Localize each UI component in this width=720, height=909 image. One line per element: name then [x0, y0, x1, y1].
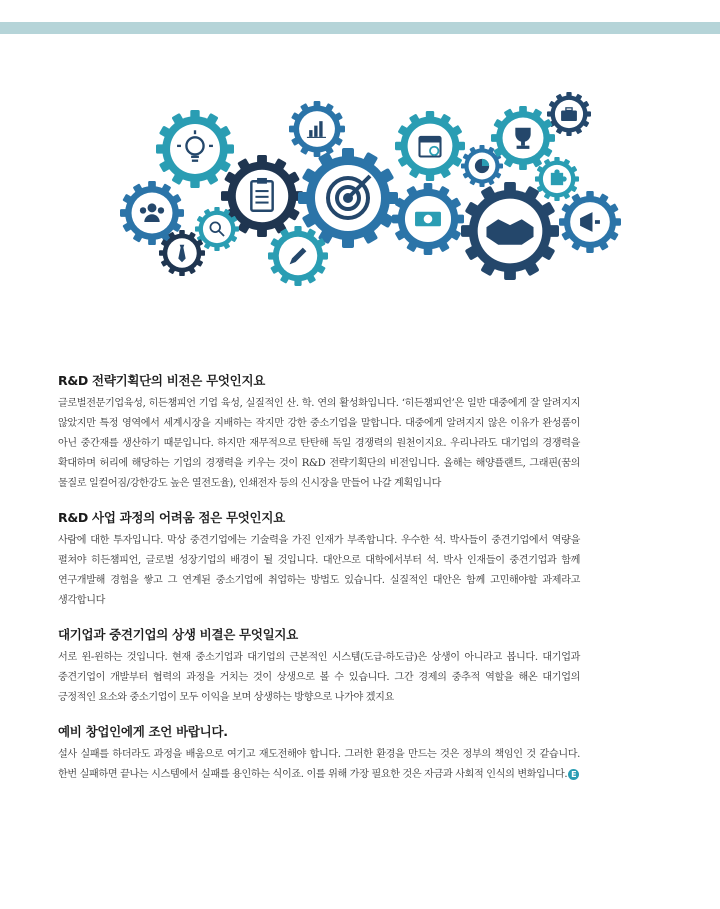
gears-illustration [110, 86, 630, 296]
pencil-gear [268, 226, 328, 286]
section-body [58, 745, 580, 785]
money-icon [415, 212, 441, 226]
section-body-text: 설사 실패를 하더라도 과정을 배움으로 여기고 재도전해야 합니다. 그러한 환경을 만드는 것은 정부의 책임인 것 같습니다. 한번 실패하면 끝나는 시스템에서 실패를 용인하는 식이죠. 이를 위해 가장 필요한 것은 자금과 사회적 인식의 변화입니다. [58, 749, 580, 780]
money-gear [392, 183, 464, 255]
interview-content [58, 371, 580, 799]
section-body: 글로벌전문기업육성, 히든챔피언 기업 육성, 실질적인 산. 학. 연의 활성화입니다. ‘히든챔피언’은 일반 대중에게 잘 알려지지 않았지만 특정 영역에서 세계시장을 지배하는 작지만 강한 중소기업을 말합니다. 대중에게 알려지지 않은 이유가 완성품이 아닌 중간재를 생산하기 때문입니다. 하지만 재무적으로 탄탄해 독일 경쟁력의 원천이지요. 우리나라도 대기업의 경쟁력을 확대하며 허리에 해당하는 기업의 경쟁력을 키우는 것이 R&D 전략기획단의 비전입니다. 올해는 해양플랜트, 그래핀(꿈의 물질로 일컬어짐/강한강도 높은 열전도율), 인쇄전자 등의 신시장을 만들어 나갈 계획입니다 [58, 398, 580, 489]
section-difficulty [58, 508, 580, 611]
section-title: R&D 전략기획단의 비전은 무엇인지요 [58, 373, 266, 388]
section-advice [58, 722, 580, 785]
trophy-icon [515, 128, 530, 149]
megaphone-gear [559, 191, 621, 253]
section-vision [58, 371, 580, 494]
calendar-gear [395, 111, 465, 181]
section-title: 대기업과 중견기업의 상생 비결은 무엇일지요 [58, 627, 298, 642]
briefcase-gear [547, 92, 591, 136]
section-title: 예비 창업인에게 조언 바랍니다. [58, 724, 228, 739]
section-title: R&D 사업 과정의 어려움 점은 무엇인지요 [58, 510, 285, 525]
bar-chart-gear [289, 101, 345, 157]
end-mark-icon: E [568, 769, 579, 780]
section-body: 사람에 대한 투자입니다. 막상 중견기업에는 기술력을 가진 인재가 부족합니다. 우수한 석. 박사들이 중견기업에서 역량을 펼쳐야 히든챔피언, 글로벌 성장기업의 배경이 될 것입니다. 대안으로 대학에서부터 석. 박사 인재들이 중견기업과 함께 연구개발해 경험을 쌓고 그 연계된 중소기업에 취업하는 방법도 있습니다. 실질적인 대안은 함께 고민해야할 과제라고 생각합니다 [58, 535, 580, 606]
section-body: 서로 윈-윈하는 것입니다. 현재 중소기업과 대기업의 근본적인 시스템(도급-하도급)은 상생이 아니라고 봅니다. 대기업과 중견기업이 개발부터 협력의 과정을 거치는 것이 상생으로 볼 수 있습니다. 그간 경제의 중추적 역할을 해온 대기업의 긍정적인 요소와 중소기업이 모두 이익을 보며 상생하는 방향으로 나가야 겠지요 [58, 652, 580, 703]
lightbulb-gear [156, 110, 234, 188]
top-color-band [0, 22, 720, 34]
pie-chart-icon [475, 159, 489, 173]
section-coexistence [58, 625, 580, 708]
